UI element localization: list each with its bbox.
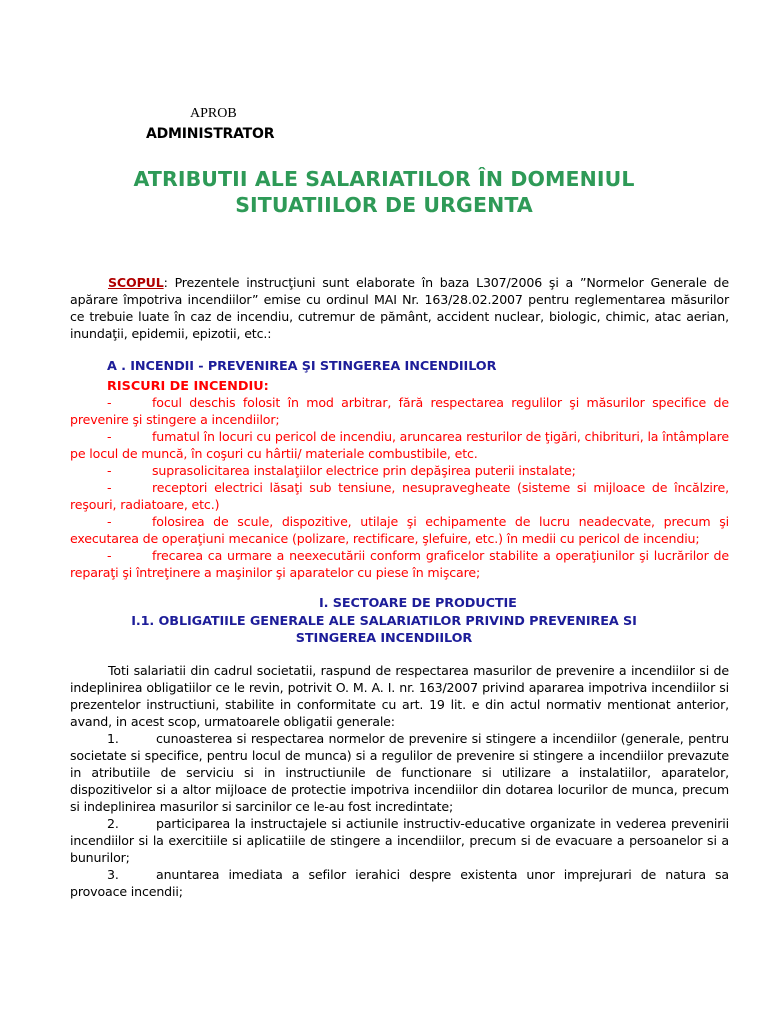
obligation-text: cunoasterea si respectarea normelor de prevenire si stingere a incendiilor (generale, pentru societate si specifice, pentru locul de munca) si a regulilor de prevenire si stingere a incendiilor prevazute in atributiile de serviciu si in instructiunile de functionare si utilizare a instalatiilor, aparatelor, dispozitivelor si a altor mijloace de protectie impotriva incendiilor din dotarea locurilor de munca, precum si indeplinirea masurilor si sarcinilor ce le-au fost incredintate; <box>70 731 729 814</box>
obligation-number: 1. <box>107 731 119 746</box>
risk-text: focul deschis folosit în mod arbitrar, fără respectarea regulilor şi măsurilor specifice de prevenire şi stingere a incendiilor; <box>70 395 729 427</box>
risk-item <box>70 547 729 581</box>
approval-label: APROB <box>190 106 237 121</box>
obligation-item <box>70 730 729 815</box>
risk-dash: - <box>107 395 112 410</box>
obligation-text: participarea la instructajele si actiunile instructiv-educative organizate in vederea prevenirii incendiilor si la exercitiile si aplicatiile de stingere a incendiilor, precum si de evacuare a persoanelor si a bunurilor; <box>70 816 729 865</box>
administrator-label: ADMINISTRATOR <box>146 126 275 142</box>
obligation-item <box>70 815 729 866</box>
obligation-item <box>70 866 729 900</box>
risks-heading: RISCURI DE INCENDIU: <box>107 379 269 394</box>
risk-item <box>70 462 729 479</box>
risk-dash: - <box>107 480 112 495</box>
risk-text: receptori electrici lăsaţi sub tensiune, nesupravegheate (sisteme si mijloace de încălzire, reşouri, radiatoare, etc.) <box>70 480 729 512</box>
risk-dash: - <box>107 429 112 444</box>
obligation-number: 2. <box>107 816 119 831</box>
obligation-text: anuntarea imediata a sefilor ierahici despre existenta unor imprejurari de natura sa provoace incendii; <box>70 867 729 899</box>
risk-dash: - <box>107 463 112 478</box>
scope-paragraph <box>70 274 729 342</box>
section-1-1-heading: I.1. OBLIGATIILE GENERALE ALE SALARIATILOR PRIVIND PREVENIREA SI STINGEREA INCENDIILOR <box>131 614 637 646</box>
risk-text: suprasolicitarea instalaţiilor electrice prin depăşirea puterii instalate; <box>152 463 576 478</box>
risk-dash: - <box>107 514 112 529</box>
scope-label: SCOPUL <box>108 275 164 290</box>
risk-list <box>70 394 729 581</box>
risk-text: folosirea de scule, dispozitive, utilaje şi echipamente de lucru neadecvate, precum şi executarea de operaţiuni mecanice (polizare, rectificare, şlefuire, etc.) în medii cu pericol de incendiu; <box>70 514 729 546</box>
document-title: ATRIBUTII ALE SALARIATILOR ÎN DOMENIUL SITUATIILOR DE URGENTA <box>133 167 635 217</box>
risk-item <box>70 394 729 428</box>
scope-text: : Prezentele instrucţiuni sunt elaborate în baza L307/2006 şi a ”Normelor Generale de apărare împotriva incendiilor” emise cu ordinul MAI Nr. 163/28.02.2007 pentru reglementarea măsurilor ce trebuie luate în caz de incendiu, cutremur de pământ, accident nuclear, biologic, chimic, atac aerian, inundaţii, epidemii, epizotii, etc.: <box>70 275 729 341</box>
intro-paragraph: Toti salariatii din cadrul societatii, raspund de respectarea masurilor de prevenire a incendiilor si de indeplinirea obligatiilor ce le revin, potrivit O. M. A. I. nr. 163/2007 privind apararea impotriva incendiilor si prezentelor instructiuni, stabilite in conformitate cu art. 19 lit. e din actul normativ mentionat anterior, avand, in acest scop, urmatoarele obligatii generale: <box>70 663 729 729</box>
risk-item <box>70 513 729 547</box>
risk-dash: - <box>107 548 112 563</box>
risk-item <box>70 479 729 513</box>
obligations-list <box>70 730 729 900</box>
section-1-heading: I. SECTOARE DE PRODUCTIE <box>319 596 517 611</box>
risk-item <box>70 428 729 462</box>
risk-text: fumatul în locuri cu pericol de incendiu, aruncarea resturilor de ţigări, chibrituri, la întâmplare pe locul de muncă, în coşuri cu hârtii/ materiale combustibile, etc. <box>70 429 729 461</box>
section-a-heading: A . INCENDII - PREVENIREA ŞI STINGEREA INCENDIILOR <box>107 359 497 374</box>
risk-text: frecarea ca urmare a neexecutării conform graficelor stabilite a operaţiunilor şi lucrărilor de reparaţi şi întreţinere a maşinilor şi aparatelor cu piese în mişcare; <box>70 548 729 580</box>
obligation-number: 3. <box>107 867 119 882</box>
